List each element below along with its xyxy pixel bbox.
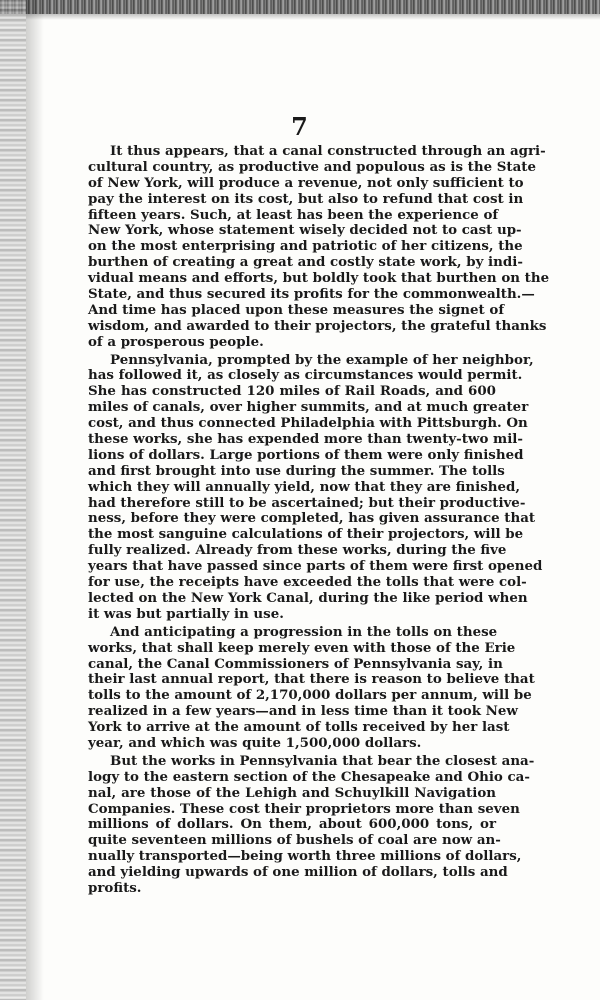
text-line: the most sanguine calculations of their projectors, will be: [88, 526, 524, 543]
text-line: and yielding upwards of one million of dollars, tolls and: [88, 864, 508, 881]
scanned-top-edge-shadow: [0, 14, 600, 20]
text-line: works, that shall keep merely even with those of the Erie: [88, 639, 516, 656]
text-line: cultural country, as productive and populous as is the State: [88, 158, 536, 175]
text-line: year, and which was quite 1,500,000 dollars.: [88, 734, 422, 751]
text-line: canal, the Canal Commissioners of Pennsylvania say, in: [88, 655, 503, 672]
text-line: logy to the eastern section of the Chesapeake and Ohio ca-: [88, 768, 530, 785]
text-line: And time has placed upon these measures the signet of: [88, 301, 505, 318]
text-line: millions of dollars. On them, about 600,000 tons, or: [88, 816, 496, 833]
text-line: lions of dollars. Large portions of them were only finished: [88, 446, 524, 463]
text-line: it was but partially in use.: [88, 605, 284, 622]
text-line: and first brought into use during the summer. The tolls: [88, 462, 505, 479]
book-binding-edge: [0, 0, 26, 1000]
paragraph: [88, 752, 535, 897]
text-line: ness, before they were completed, has given assurance that: [88, 510, 536, 527]
text-line: which they will annually yield, now that they are finished,: [88, 478, 521, 495]
text-line: But the works in Pennsylvania that bear the closest ana-: [110, 752, 535, 769]
text-line: Companies. These cost their proprietors more than seven: [88, 800, 520, 817]
text-line: quite seventeen millions of bushels of coal are now an-: [88, 832, 501, 849]
binding-shadow: [26, 0, 44, 1000]
text-line: pay the interest on its cost, but also to refund that cost in: [88, 190, 524, 207]
text-line: their last annual report, that there is reason to believe that: [88, 671, 535, 688]
text-line: State, and thus secured its profits for the commonwealth.—: [88, 286, 535, 303]
text-line: And anticipating a progression in the tolls on these: [110, 623, 498, 640]
text-line: had therefore still to be ascertained; but their productive-: [88, 494, 526, 511]
paragraph: [88, 623, 535, 752]
page-number: 7: [291, 112, 309, 141]
text-line: of a prosperous people.: [88, 333, 264, 350]
paragraph: [88, 143, 550, 351]
text-line: nually transported—being worth three millions of dollars,: [88, 848, 522, 865]
text-line: lected on the New York Canal, during the like period when: [88, 589, 528, 606]
text-line: fully realized. Already from these works, during the five: [88, 542, 507, 559]
scanned-top-edge: [0, 0, 600, 14]
text-line: York to arrive at the amount of tolls received by her last: [88, 719, 510, 736]
text-line: vidual means and efforts, but boldly took that burthen on the: [88, 270, 550, 287]
text-line: fifteen years. Such, at least has been the experience of: [88, 206, 499, 223]
text-line: has followed it, as closely as circumstances would permit.: [88, 367, 523, 384]
text-line: Pennsylvania, prompted by the example of her neighbor,: [110, 351, 534, 368]
text-line: profits.: [88, 879, 142, 896]
text-line: New York, whose statement wisely decided not to cast up-: [88, 222, 522, 239]
text-line: wisdom, and awarded to their projectors, the grateful thanks: [88, 317, 547, 334]
text-line: burthen of creating a great and costly state work, by indi-: [88, 254, 523, 271]
text-line: these works, she has expended more than twenty-two mil-: [88, 431, 523, 448]
text-line: miles of canals, over higher summits, and at much greater: [88, 399, 529, 416]
text-line: for use, the receipts have exceeded the tolls that were col-: [88, 574, 527, 591]
text-line: tolls to the amount of 2,170,000 dollars per annum, will be: [88, 687, 532, 704]
text-line: nal, are those of the Lehigh and Schuylkill Navigation: [88, 784, 496, 801]
text-line: cost, and thus connected Philadelphia with Pittsburgh. On: [88, 415, 528, 432]
text-line: She has constructed 120 miles of Rail Roads, and 600: [88, 383, 496, 400]
paragraph: [88, 351, 543, 623]
text-line: It thus appears, that a canal constructed through an agri-: [110, 143, 546, 159]
text-line: years that have passed since parts of them were first opened: [88, 558, 543, 575]
text-line: on the most enterprising and patriotic of her citizens, the: [88, 238, 523, 255]
text-line: realized in a few years—and in less time than it took New: [88, 703, 518, 720]
body-text: [88, 143, 550, 897]
text-line: of New York, will produce a revenue, not only sufficient to: [88, 174, 524, 191]
